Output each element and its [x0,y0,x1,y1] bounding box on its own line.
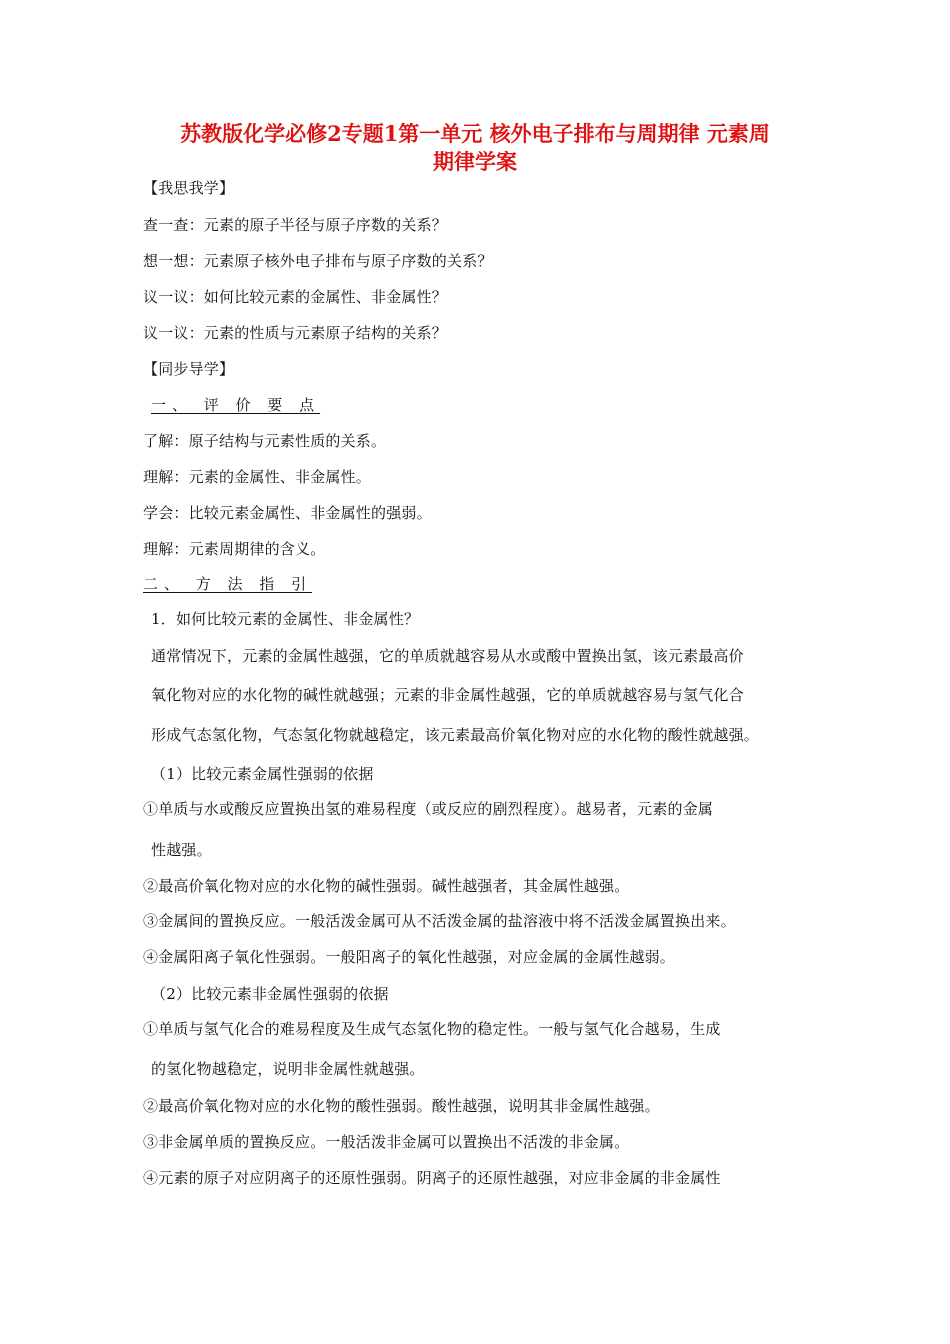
nonmetal-criteria-item: 的氢化物越稳定，说明非金属性就越强。 [151,1060,425,1078]
eval-item: 学会：比较元素金属性、非金属性的强弱。 [143,504,432,522]
nonmetal-criteria-item: ④元素的原子对应阴离子的还原性强弱。阴离子的还原性越强，对应非金属的非金属性 [143,1169,721,1187]
paragraph-line: 通常情况下，元素的金属性越强，它的单质就越容易从水或酸中置换出氢，该元素最高价 [151,647,744,665]
document-title-line-1: 苏教版化学必修2专题1第一单元 核外电子排布与周期律 元素周 [180,121,770,146]
method-heading: 二、 方 法 指 引 [143,575,313,593]
metal-criteria-item: ④金属阳离子氧化性强弱。一般阳离子的氧化性越强，对应金属的金属性越弱。 [143,948,676,966]
think-item: 议一议：元素的性质与元素原子结构的关系？ [143,324,448,342]
paragraph-line: 氧化物对应的水化物的碱性就越强；元素的非金属性越强，它的单质就越容易与氢气化合 [151,686,744,704]
metal-criteria-heading: （1）比较元素金属性强弱的依据 [151,765,374,783]
document-title-line-2: 期律学案 [433,149,517,174]
nonmetal-criteria-heading: （2）比较元素非金属性强弱的依据 [151,985,389,1003]
think-item: 想一想：元素原子核外电子排布与原子序数的关系？ [143,252,493,270]
metal-criteria-item: ②最高价氧化物对应的水化物的碱性强弱。碱性越强者，其金属性越强。 [143,877,630,895]
eval-item: 理解：元素周期律的含义。 [143,540,326,558]
metal-criteria-item: 性越强。 [151,841,212,859]
metal-criteria-item: ①单质与水或酸反应置换出氢的难易程度（或反应的剧烈程度）。越易者，元素的金属 [143,800,714,818]
section-heading-guide: 【同步导学】 [143,360,235,378]
think-item: 议一议：如何比较元素的金属性、非金属性？ [143,288,448,306]
nonmetal-criteria-item: ③非金属单质的置换反应。一般活泼非金属可以置换出不活泼的非金属。 [143,1133,630,1151]
eval-item: 理解：元素的金属性、非金属性。 [143,468,372,486]
section-heading-think: 【我思我学】 [143,179,235,197]
question-1: 1．如何比较元素的金属性、非金属性？ [151,610,420,628]
nonmetal-criteria-item: ②最高价氧化物对应的水化物的酸性强弱。酸性越强，说明其非金属性越强。 [143,1097,660,1115]
eval-item: 了解：原子结构与元素性质的关系。 [143,432,387,450]
paragraph-line: 形成气态氢化物，气态氢化物就越稳定，该元素最高价氧化物对应的水化物的酸性就越强。 [151,726,760,744]
metal-criteria-item: ③金属间的置换反应。一般活泼金属可从不活泼金属的盐溶液中将不活泼金属置换出来。 [143,912,736,930]
nonmetal-criteria-item: ①单质与氢气化合的难易程度及生成气态氢化物的稳定性。一般与氢气化合越易，生成 [143,1020,721,1038]
eval-heading: 一、 评 价 要 点 [151,396,321,414]
think-item: 查一查：元素的原子半径与原子序数的关系？ [143,216,448,234]
